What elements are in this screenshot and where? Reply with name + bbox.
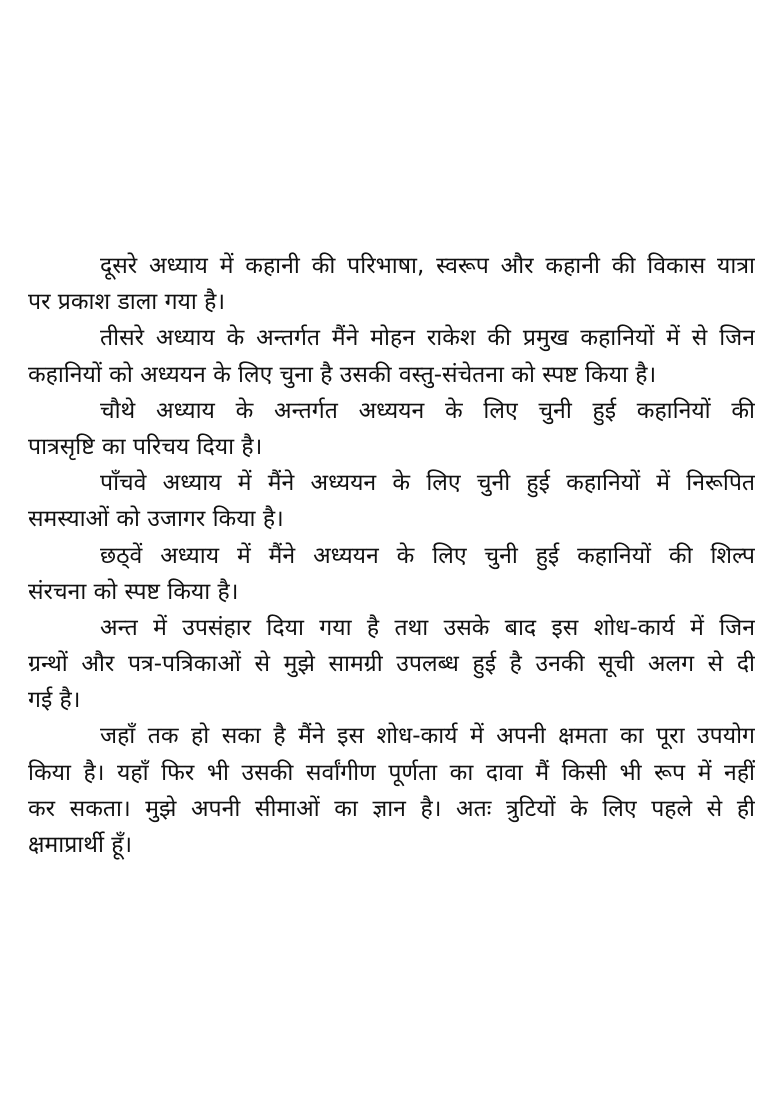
paragraph [28, 393, 755, 465]
text-line: चौथे अध्याय के अन्तर्गत अध्ययन के लिए चुनी हुई कहानियों की [100, 397, 755, 424]
text-line: दूसरे अध्याय में कहानी की परिभाषा, स्वरूप और कहानी की विकास यात्रा [100, 253, 755, 279]
paragraph [28, 718, 755, 863]
text-line: पात्रसृष्टि का परिचय दिया है। [28, 433, 263, 460]
text-line: जहाँ तक हो सका है मैंने इस शोध-कार्य में अपनी क्षमता का पूरा उपयोग [100, 723, 755, 750]
text-line: क्षमाप्रार्थी हूँ। [28, 832, 133, 858]
paragraph [28, 465, 755, 537]
text-line: गई है। [28, 687, 81, 714]
text-line: संरचना को स्पष्ट किया है। [28, 578, 239, 605]
paragraph [28, 248, 755, 320]
paragraph [28, 538, 755, 610]
text-line: कर सकता। मुझे अपनी सीमाओं का ज्ञान है। अतः त्रुटियों के लिए पहले से ही [28, 795, 755, 822]
paragraph [28, 320, 755, 392]
text-line: तीसरे अध्याय के अन्तर्गत मैंने मोहन राकेश की प्रमुख कहानियों में से जिन [100, 325, 755, 352]
text-line: पाँचवे अध्याय में मैंने अध्ययन के लिए चुनी हुई कहानियों में निरूपित [100, 470, 755, 497]
paragraph [28, 610, 755, 719]
text-line: पर प्रकाश डाला गया है। [28, 289, 226, 316]
text-line: ग्रन्थों और पत्र-पत्रिकाओं से मुझे सामग्री उपलब्ध हुई है उनकी सूची अलग से दी [28, 651, 755, 678]
text-line: कहानियों को अध्ययन के लिए चुना है उसकी वस्तु-संचेतना को स्पष्ट किया है। [28, 361, 657, 388]
text-line: छठ्वें अध्याय में मैंने अध्ययन के लिए चुनी हुई कहानियों की शिल्प [100, 542, 755, 569]
body-text [28, 248, 755, 863]
text-line: समस्याओं को उजागर किया है। [28, 506, 284, 533]
text-line: किया है। यहाँ फिर भी उसकी सर्वांगीण पूर्णता का दावा मैं किसी भी रूप में नहीं [28, 759, 755, 786]
text-line: अन्त में उपसंहार दिया गया है तथा उसके बाद इस शोध-कार्य में जिन [100, 614, 755, 641]
